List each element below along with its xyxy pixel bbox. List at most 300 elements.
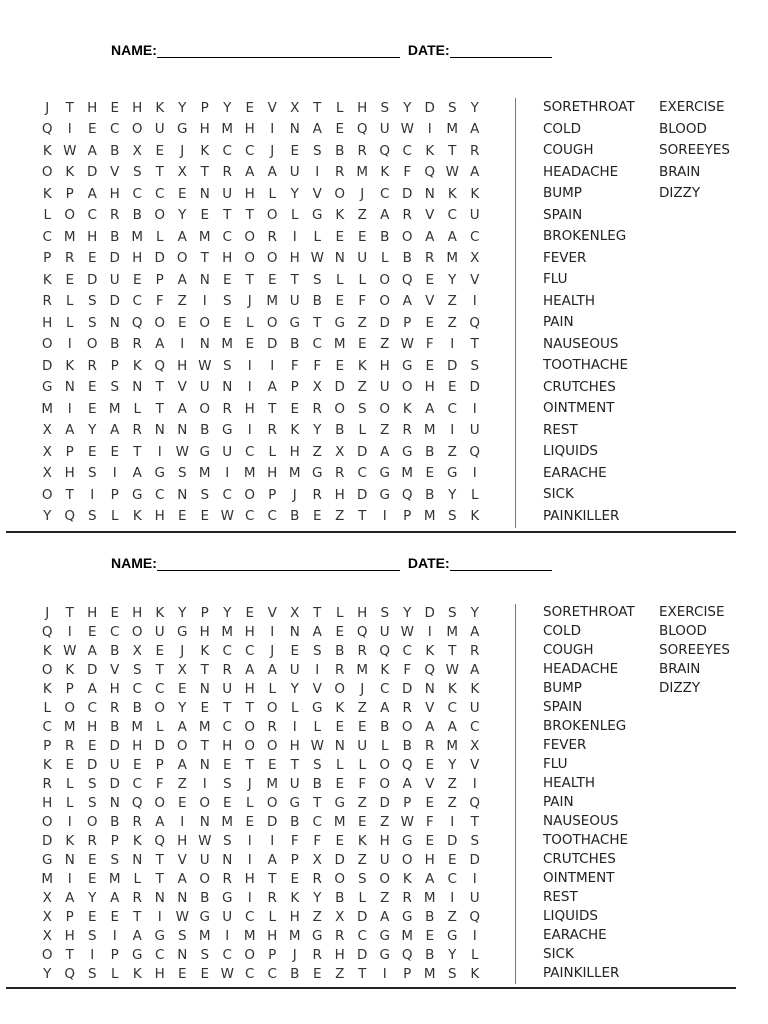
- grid-letter[interactable]: I: [202, 293, 207, 310]
- grid-letter[interactable]: J: [180, 642, 185, 659]
- grid-letter[interactable]: R: [425, 737, 435, 754]
- grid-letter[interactable]: Y: [178, 699, 187, 716]
- grid-letter[interactable]: C: [402, 142, 412, 159]
- grid-letter[interactable]: L: [65, 794, 74, 811]
- grid-letter[interactable]: S: [132, 661, 142, 678]
- grid-letter[interactable]: E: [245, 99, 255, 116]
- grid-letter[interactable]: T: [133, 443, 142, 460]
- grid-letter[interactable]: E: [200, 207, 210, 224]
- grid-letter[interactable]: W: [400, 336, 414, 353]
- grid-letter[interactable]: U: [357, 737, 368, 754]
- grid-letter[interactable]: I: [157, 908, 162, 925]
- grid-letter[interactable]: C: [447, 870, 457, 887]
- grid-letter[interactable]: H: [334, 946, 345, 963]
- grid-letter[interactable]: R: [42, 293, 52, 310]
- grid-letter[interactable]: U: [222, 443, 233, 460]
- grid-letter[interactable]: C: [132, 293, 142, 310]
- grid-letter[interactable]: M: [266, 293, 279, 310]
- grid-letter[interactable]: H: [267, 927, 278, 944]
- grid-letter[interactable]: E: [222, 794, 232, 811]
- grid-letter[interactable]: O: [64, 699, 76, 716]
- grid-letter[interactable]: X: [42, 889, 52, 906]
- grid-letter[interactable]: K: [200, 142, 210, 159]
- grid-letter[interactable]: Q: [401, 946, 413, 963]
- grid-letter[interactable]: E: [335, 357, 345, 374]
- grid-letter[interactable]: K: [447, 680, 457, 697]
- grid-letter[interactable]: R: [335, 465, 345, 482]
- grid-letter[interactable]: Z: [312, 908, 322, 925]
- grid-letter[interactable]: Y: [448, 756, 457, 773]
- grid-letter[interactable]: A: [177, 756, 187, 773]
- grid-letter[interactable]: C: [155, 946, 165, 963]
- grid-letter[interactable]: I: [292, 228, 297, 245]
- grid-letter[interactable]: S: [87, 465, 97, 482]
- grid-letter[interactable]: C: [245, 965, 255, 982]
- grid-letter[interactable]: I: [225, 465, 230, 482]
- grid-letter[interactable]: M: [131, 718, 144, 735]
- grid-letter[interactable]: K: [42, 680, 52, 697]
- grid-letter[interactable]: Q: [401, 271, 413, 288]
- grid-letter[interactable]: X: [290, 604, 300, 621]
- grid-letter[interactable]: U: [199, 851, 210, 868]
- grid-letter[interactable]: K: [42, 271, 52, 288]
- grid-letter[interactable]: F: [358, 293, 367, 310]
- grid-letter[interactable]: E: [110, 604, 120, 621]
- grid-letter[interactable]: S: [470, 832, 480, 849]
- grid-letter[interactable]: X: [312, 851, 322, 868]
- grid-letter[interactable]: A: [425, 718, 435, 735]
- grid-letter[interactable]: H: [244, 623, 255, 640]
- grid-letter[interactable]: X: [177, 164, 187, 181]
- grid-letter[interactable]: N: [64, 379, 75, 396]
- grid-letter[interactable]: E: [335, 228, 345, 245]
- grid-letter[interactable]: C: [155, 185, 165, 202]
- grid-letter[interactable]: B: [132, 207, 142, 224]
- grid-letter[interactable]: D: [42, 357, 53, 374]
- grid-letter[interactable]: I: [382, 965, 387, 982]
- grid-letter[interactable]: Y: [448, 486, 457, 503]
- grid-letter[interactable]: R: [65, 737, 75, 754]
- grid-letter[interactable]: G: [312, 927, 323, 944]
- grid-letter[interactable]: I: [270, 121, 275, 138]
- grid-letter[interactable]: A: [380, 207, 390, 224]
- grid-letter[interactable]: E: [177, 314, 187, 331]
- grid-letter[interactable]: O: [176, 250, 188, 267]
- grid-letter[interactable]: S: [222, 775, 232, 792]
- grid-letter[interactable]: U: [379, 379, 390, 396]
- grid-letter[interactable]: C: [222, 946, 232, 963]
- grid-letter[interactable]: Q: [379, 642, 391, 659]
- grid-letter[interactable]: Z: [447, 775, 457, 792]
- grid-letter[interactable]: O: [379, 775, 391, 792]
- grid-letter[interactable]: H: [87, 99, 98, 116]
- grid-letter[interactable]: E: [200, 965, 210, 982]
- grid-letter[interactable]: I: [67, 870, 72, 887]
- grid-letter[interactable]: Q: [424, 661, 436, 678]
- grid-letter[interactable]: E: [65, 756, 75, 773]
- grid-letter[interactable]: E: [357, 718, 367, 735]
- grid-letter[interactable]: E: [245, 336, 255, 353]
- grid-letter[interactable]: W: [220, 965, 234, 982]
- grid-letter[interactable]: S: [447, 99, 457, 116]
- grid-letter[interactable]: L: [290, 207, 299, 224]
- grid-letter[interactable]: I: [247, 851, 252, 868]
- grid-letter[interactable]: R: [87, 832, 97, 849]
- grid-letter[interactable]: D: [424, 99, 435, 116]
- grid-letter[interactable]: G: [312, 207, 323, 224]
- grid-letter[interactable]: R: [312, 400, 322, 417]
- grid-letter[interactable]: D: [267, 813, 278, 830]
- grid-letter[interactable]: P: [268, 946, 277, 963]
- grid-letter[interactable]: K: [200, 642, 210, 659]
- grid-letter[interactable]: M: [198, 718, 211, 735]
- grid-letter[interactable]: W: [175, 443, 189, 460]
- grid-letter[interactable]: T: [245, 207, 254, 224]
- grid-letter[interactable]: L: [313, 228, 322, 245]
- grid-letter[interactable]: O: [244, 228, 256, 245]
- grid-letter[interactable]: R: [222, 661, 232, 678]
- grid-letter[interactable]: C: [110, 121, 120, 138]
- grid-letter[interactable]: J: [45, 604, 50, 621]
- grid-letter[interactable]: H: [132, 99, 143, 116]
- grid-letter[interactable]: L: [335, 99, 344, 116]
- grid-letter[interactable]: S: [87, 794, 97, 811]
- grid-letter[interactable]: A: [65, 889, 75, 906]
- grid-letter[interactable]: A: [177, 870, 187, 887]
- grid-letter[interactable]: D: [469, 379, 480, 396]
- grid-letter[interactable]: Y: [88, 422, 97, 439]
- grid-letter[interactable]: E: [425, 832, 435, 849]
- grid-letter[interactable]: Y: [223, 604, 232, 621]
- grid-letter[interactable]: M: [401, 927, 414, 944]
- grid-letter[interactable]: E: [425, 314, 435, 331]
- grid-letter[interactable]: M: [41, 400, 54, 417]
- grid-letter[interactable]: L: [268, 185, 277, 202]
- grid-letter[interactable]: V: [267, 604, 277, 621]
- grid-letter[interactable]: I: [112, 465, 117, 482]
- grid-letter[interactable]: Z: [312, 443, 322, 460]
- grid-letter[interactable]: M: [221, 623, 234, 640]
- grid-letter[interactable]: P: [290, 379, 299, 396]
- grid-letter[interactable]: L: [470, 486, 479, 503]
- grid-letter[interactable]: T: [313, 314, 322, 331]
- grid-letter[interactable]: E: [290, 142, 300, 159]
- grid-letter[interactable]: E: [267, 271, 277, 288]
- grid-letter[interactable]: A: [380, 699, 390, 716]
- grid-letter[interactable]: O: [379, 400, 391, 417]
- grid-letter[interactable]: T: [155, 851, 164, 868]
- grid-letter[interactable]: L: [65, 293, 74, 310]
- grid-letter[interactable]: I: [67, 400, 72, 417]
- grid-letter[interactable]: K: [132, 965, 142, 982]
- grid-letter[interactable]: Z: [335, 508, 345, 525]
- grid-letter[interactable]: H: [334, 486, 345, 503]
- grid-letter[interactable]: H: [289, 443, 300, 460]
- grid-letter[interactable]: S: [110, 851, 120, 868]
- grid-letter[interactable]: M: [401, 465, 414, 482]
- grid-letter[interactable]: L: [335, 271, 344, 288]
- grid-letter[interactable]: M: [198, 927, 211, 944]
- grid-letter[interactable]: F: [290, 832, 299, 849]
- grid-letter[interactable]: Q: [41, 121, 53, 138]
- grid-letter[interactable]: C: [357, 927, 367, 944]
- grid-letter[interactable]: Q: [379, 142, 391, 159]
- grid-letter[interactable]: Q: [154, 357, 166, 374]
- grid-letter[interactable]: X: [177, 661, 187, 678]
- grid-letter[interactable]: T: [470, 336, 479, 353]
- grid-letter[interactable]: D: [87, 661, 98, 678]
- grid-letter[interactable]: P: [200, 99, 209, 116]
- grid-letter[interactable]: O: [41, 486, 53, 503]
- grid-letter[interactable]: O: [266, 699, 278, 716]
- date-blank[interactable]: [450, 43, 552, 58]
- grid-letter[interactable]: E: [335, 623, 345, 640]
- grid-letter[interactable]: G: [154, 927, 165, 944]
- grid-letter[interactable]: A: [155, 813, 165, 830]
- grid-letter[interactable]: B: [402, 737, 412, 754]
- grid-letter[interactable]: N: [289, 623, 300, 640]
- grid-letter[interactable]: S: [357, 400, 367, 417]
- grid-letter[interactable]: Y: [88, 889, 97, 906]
- grid-letter[interactable]: Q: [469, 908, 481, 925]
- grid-letter[interactable]: N: [222, 851, 233, 868]
- grid-letter[interactable]: N: [109, 794, 120, 811]
- grid-letter[interactable]: C: [447, 207, 457, 224]
- grid-letter[interactable]: U: [199, 379, 210, 396]
- grid-letter[interactable]: A: [470, 164, 480, 181]
- grid-letter[interactable]: L: [43, 699, 52, 716]
- grid-letter[interactable]: R: [222, 164, 232, 181]
- grid-letter[interactable]: H: [154, 508, 165, 525]
- grid-letter[interactable]: H: [109, 185, 120, 202]
- grid-letter[interactable]: R: [65, 250, 75, 267]
- grid-letter[interactable]: O: [41, 946, 53, 963]
- grid-letter[interactable]: K: [380, 164, 390, 181]
- grid-letter[interactable]: E: [335, 293, 345, 310]
- grid-letter[interactable]: P: [403, 314, 412, 331]
- grid-letter[interactable]: A: [380, 443, 390, 460]
- grid-letter[interactable]: O: [266, 207, 278, 224]
- grid-letter[interactable]: K: [42, 142, 52, 159]
- grid-letter[interactable]: S: [380, 604, 390, 621]
- grid-letter[interactable]: J: [270, 642, 275, 659]
- grid-letter[interactable]: C: [447, 400, 457, 417]
- grid-letter[interactable]: C: [155, 680, 165, 697]
- grid-letter[interactable]: I: [202, 775, 207, 792]
- grid-letter[interactable]: O: [266, 250, 278, 267]
- grid-letter[interactable]: W: [400, 121, 414, 138]
- grid-letter[interactable]: C: [245, 443, 255, 460]
- grid-letter[interactable]: L: [290, 699, 299, 716]
- grid-letter[interactable]: A: [87, 142, 97, 159]
- grid-letter[interactable]: C: [357, 465, 367, 482]
- grid-letter[interactable]: G: [222, 422, 233, 439]
- grid-letter[interactable]: I: [472, 400, 477, 417]
- grid-letter[interactable]: N: [289, 121, 300, 138]
- grid-letter[interactable]: S: [447, 508, 457, 525]
- grid-letter[interactable]: S: [222, 357, 232, 374]
- grid-letter[interactable]: P: [43, 250, 52, 267]
- grid-letter[interactable]: A: [87, 680, 97, 697]
- grid-letter[interactable]: B: [200, 422, 210, 439]
- grid-letter[interactable]: E: [65, 271, 75, 288]
- grid-letter[interactable]: B: [110, 642, 120, 659]
- grid-letter[interactable]: V: [177, 851, 187, 868]
- grid-letter[interactable]: V: [425, 293, 435, 310]
- grid-letter[interactable]: A: [470, 623, 480, 640]
- grid-letter[interactable]: K: [155, 604, 165, 621]
- grid-letter[interactable]: V: [470, 756, 480, 773]
- grid-letter[interactable]: K: [65, 832, 75, 849]
- grid-letter[interactable]: D: [334, 379, 345, 396]
- grid-letter[interactable]: C: [245, 908, 255, 925]
- grid-letter[interactable]: Z: [177, 293, 187, 310]
- grid-letter[interactable]: F: [403, 164, 412, 181]
- grid-letter[interactable]: X: [42, 908, 52, 925]
- grid-letter[interactable]: Y: [403, 99, 412, 116]
- grid-letter[interactable]: L: [380, 737, 389, 754]
- grid-letter[interactable]: B: [425, 908, 435, 925]
- grid-letter[interactable]: G: [334, 314, 345, 331]
- grid-letter[interactable]: O: [131, 623, 143, 640]
- grid-letter[interactable]: C: [87, 207, 97, 224]
- grid-letter[interactable]: N: [199, 756, 210, 773]
- grid-letter[interactable]: B: [200, 889, 210, 906]
- grid-letter[interactable]: R: [132, 422, 142, 439]
- grid-letter[interactable]: U: [289, 293, 300, 310]
- grid-letter[interactable]: E: [200, 508, 210, 525]
- grid-letter[interactable]: I: [450, 336, 455, 353]
- grid-letter[interactable]: A: [402, 775, 412, 792]
- grid-letter[interactable]: E: [222, 271, 232, 288]
- grid-letter[interactable]: K: [335, 207, 345, 224]
- grid-letter[interactable]: R: [402, 207, 412, 224]
- grid-letter[interactable]: Q: [401, 756, 413, 773]
- grid-letter[interactable]: A: [267, 379, 277, 396]
- grid-letter[interactable]: C: [42, 228, 52, 245]
- grid-letter[interactable]: B: [335, 642, 345, 659]
- grid-letter[interactable]: F: [425, 336, 434, 353]
- grid-letter[interactable]: C: [470, 718, 480, 735]
- grid-letter[interactable]: I: [472, 775, 477, 792]
- grid-letter[interactable]: V: [425, 699, 435, 716]
- grid-letter[interactable]: G: [222, 889, 233, 906]
- grid-letter[interactable]: U: [154, 623, 165, 640]
- grid-letter[interactable]: P: [110, 486, 119, 503]
- grid-letter[interactable]: N: [154, 422, 165, 439]
- grid-letter[interactable]: P: [155, 756, 164, 773]
- grid-letter[interactable]: O: [41, 164, 53, 181]
- grid-letter[interactable]: M: [423, 422, 436, 439]
- grid-letter[interactable]: T: [313, 794, 322, 811]
- grid-letter[interactable]: O: [199, 314, 211, 331]
- grid-letter[interactable]: R: [267, 228, 277, 245]
- grid-letter[interactable]: O: [266, 794, 278, 811]
- grid-letter[interactable]: R: [132, 336, 142, 353]
- grid-letter[interactable]: A: [447, 718, 457, 735]
- grid-letter[interactable]: B: [402, 250, 412, 267]
- grid-letter[interactable]: O: [401, 851, 413, 868]
- grid-letter[interactable]: M: [423, 965, 436, 982]
- grid-letter[interactable]: E: [335, 121, 345, 138]
- grid-letter[interactable]: A: [177, 271, 187, 288]
- grid-letter[interactable]: B: [335, 422, 345, 439]
- grid-letter[interactable]: F: [313, 832, 322, 849]
- grid-letter[interactable]: S: [110, 379, 120, 396]
- grid-letter[interactable]: S: [312, 271, 322, 288]
- grid-letter[interactable]: T: [223, 207, 232, 224]
- grid-letter[interactable]: Z: [380, 889, 390, 906]
- grid-letter[interactable]: L: [155, 718, 164, 735]
- grid-letter[interactable]: Y: [313, 422, 322, 439]
- grid-letter[interactable]: H: [379, 357, 390, 374]
- grid-letter[interactable]: D: [109, 250, 120, 267]
- grid-letter[interactable]: Q: [469, 794, 481, 811]
- grid-letter[interactable]: I: [450, 813, 455, 830]
- grid-letter[interactable]: Q: [131, 794, 143, 811]
- grid-letter[interactable]: A: [177, 228, 187, 245]
- grid-letter[interactable]: L: [133, 870, 142, 887]
- grid-letter[interactable]: U: [154, 121, 165, 138]
- grid-letter[interactable]: H: [379, 832, 390, 849]
- grid-letter[interactable]: O: [379, 756, 391, 773]
- grid-letter[interactable]: B: [425, 443, 435, 460]
- grid-letter[interactable]: F: [403, 661, 412, 678]
- grid-letter[interactable]: D: [87, 164, 98, 181]
- grid-letter[interactable]: H: [222, 737, 233, 754]
- grid-letter[interactable]: N: [177, 486, 188, 503]
- grid-letter[interactable]: S: [222, 832, 232, 849]
- grid-letter[interactable]: M: [108, 400, 121, 417]
- grid-letter[interactable]: K: [290, 422, 300, 439]
- grid-letter[interactable]: R: [470, 142, 480, 159]
- grid-letter[interactable]: I: [472, 870, 477, 887]
- grid-letter[interactable]: Y: [403, 604, 412, 621]
- grid-letter[interactable]: Q: [401, 486, 413, 503]
- grid-letter[interactable]: R: [357, 642, 367, 659]
- grid-letter[interactable]: Z: [447, 314, 457, 331]
- grid-letter[interactable]: G: [177, 623, 188, 640]
- grid-letter[interactable]: L: [155, 228, 164, 245]
- grid-letter[interactable]: L: [358, 422, 367, 439]
- grid-letter[interactable]: X: [290, 99, 300, 116]
- grid-letter[interactable]: H: [267, 465, 278, 482]
- grid-letter[interactable]: G: [312, 465, 323, 482]
- grid-letter[interactable]: I: [112, 927, 117, 944]
- grid-letter[interactable]: Q: [64, 965, 76, 982]
- grid-letter[interactable]: I: [247, 357, 252, 374]
- grid-letter[interactable]: E: [425, 756, 435, 773]
- grid-letter[interactable]: V: [110, 661, 120, 678]
- grid-letter[interactable]: B: [312, 775, 322, 792]
- grid-letter[interactable]: G: [199, 443, 210, 460]
- grid-letter[interactable]: B: [380, 228, 390, 245]
- grid-letter[interactable]: C: [267, 508, 277, 525]
- grid-letter[interactable]: E: [290, 642, 300, 659]
- grid-letter[interactable]: Q: [131, 314, 143, 331]
- grid-letter[interactable]: N: [222, 379, 233, 396]
- grid-letter[interactable]: F: [155, 775, 164, 792]
- grid-letter[interactable]: W: [400, 813, 414, 830]
- grid-letter[interactable]: K: [290, 889, 300, 906]
- grid-letter[interactable]: E: [222, 756, 232, 773]
- grid-letter[interactable]: C: [222, 642, 232, 659]
- grid-letter[interactable]: P: [43, 737, 52, 754]
- grid-letter[interactable]: A: [267, 851, 277, 868]
- grid-letter[interactable]: Z: [357, 851, 367, 868]
- grid-letter[interactable]: P: [403, 965, 412, 982]
- grid-letter[interactable]: K: [357, 832, 367, 849]
